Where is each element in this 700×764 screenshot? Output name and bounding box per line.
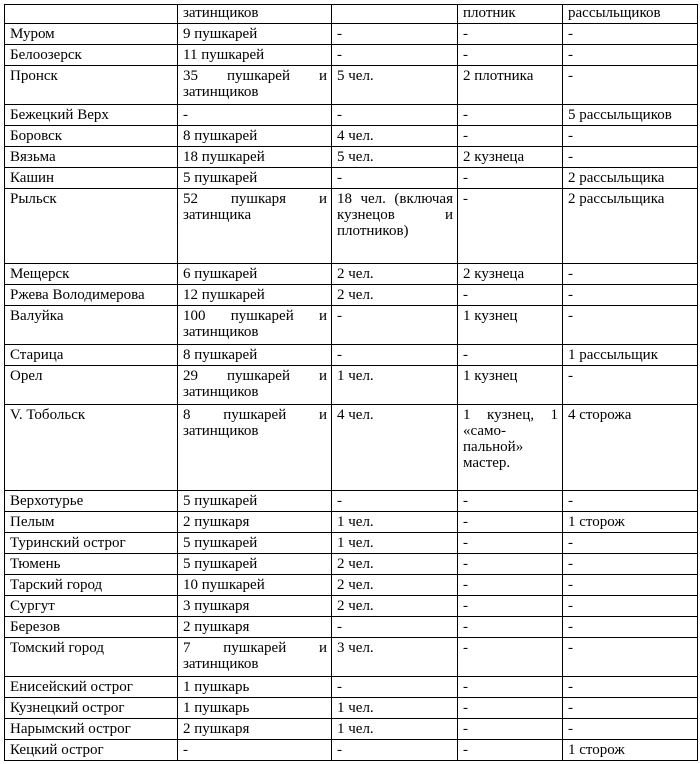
carpenters-cell: 1 кузнец xyxy=(458,306,563,345)
carpenters-cell: - xyxy=(458,168,563,189)
gunners-cell: - xyxy=(178,740,332,761)
table-row xyxy=(5,740,698,761)
city-cell: Вязьма xyxy=(5,147,178,168)
table-row xyxy=(5,264,698,285)
gunners-cell: 2 пушкаря xyxy=(178,617,332,638)
header-craftsmen-cell xyxy=(332,5,458,24)
city-cell: Нарымский острог xyxy=(5,719,178,740)
city-cell: Мещерск xyxy=(5,264,178,285)
carpenters-cell: - xyxy=(458,512,563,533)
table-row xyxy=(5,617,698,638)
gunners-cell: 6 пушкарей xyxy=(178,264,332,285)
city-cell: Енисейский острог xyxy=(5,677,178,698)
carpenters-cell: - xyxy=(458,285,563,306)
table-row xyxy=(5,533,698,554)
gunners-cell: 5 пушкарей xyxy=(178,554,332,575)
table-row xyxy=(5,698,698,719)
gunners-cell: 18 пушкарей xyxy=(178,147,332,168)
craftsmen-cell: - xyxy=(332,105,458,126)
craftsmen-cell: 2 чел. xyxy=(332,264,458,285)
gunners-cell: 1 пушкарь xyxy=(178,677,332,698)
table-row xyxy=(5,719,698,740)
gunners-cell: 5 пушкарей xyxy=(178,491,332,512)
gunners-cell: 5 пушкарей xyxy=(178,168,332,189)
city-cell: Кузнецкий острог xyxy=(5,698,178,719)
craftsmen-cell: - xyxy=(332,45,458,66)
gunners-cell: 2 пушкаря xyxy=(178,719,332,740)
craftsmen-cell: - xyxy=(332,24,458,45)
city-cell: Томский город xyxy=(5,638,178,677)
city-cell: Валуйка xyxy=(5,306,178,345)
table-row xyxy=(5,575,698,596)
city-cell: Старица xyxy=(5,345,178,366)
messengers-cell: - xyxy=(563,698,698,719)
header-city-cell xyxy=(5,5,178,24)
carpenters-cell: - xyxy=(458,126,563,147)
table-row xyxy=(5,126,698,147)
messengers-cell: - xyxy=(563,366,698,405)
carpenters-cell: 1 кузнец, 1 «само-пальной» мастер. xyxy=(458,405,563,491)
gunners-cell: 10 пушкарей xyxy=(178,575,332,596)
craftsmen-cell: - xyxy=(332,306,458,345)
gunners-cell: 29 пушкарей и затинщиков xyxy=(178,366,332,405)
messengers-cell: - xyxy=(563,638,698,677)
carpenters-cell: 1 кузнец xyxy=(458,366,563,405)
messengers-cell: 1 рассыльщик xyxy=(563,345,698,366)
header-messengers-cell: рассыльщиков xyxy=(563,5,698,24)
carpenters-cell: - xyxy=(458,45,563,66)
city-cell: V. Тобольск xyxy=(5,405,178,491)
carpenters-cell: - xyxy=(458,617,563,638)
city-cell: Пронск xyxy=(5,66,178,105)
craftsmen-cell: 1 чел. xyxy=(332,533,458,554)
craftsmen-cell: 2 чел. xyxy=(332,554,458,575)
table-row xyxy=(5,366,698,405)
table-row xyxy=(5,285,698,306)
garrison-table xyxy=(4,4,698,761)
carpenters-cell: - xyxy=(458,554,563,575)
carpenters-cell: - xyxy=(458,677,563,698)
table-row xyxy=(5,105,698,126)
city-cell: Тюмень xyxy=(5,554,178,575)
carpenters-cell: - xyxy=(458,596,563,617)
carpenters-cell: - xyxy=(458,533,563,554)
carpenters-cell: 2 плотника xyxy=(458,66,563,105)
gunners-cell: 9 пушкарей xyxy=(178,24,332,45)
table-row xyxy=(5,491,698,512)
carpenters-cell: - xyxy=(458,698,563,719)
city-cell: Верхотурье xyxy=(5,491,178,512)
table-row xyxy=(5,405,698,491)
messengers-cell: 1 сторож xyxy=(563,512,698,533)
messengers-cell: - xyxy=(563,719,698,740)
messengers-cell: - xyxy=(563,264,698,285)
messengers-cell: - xyxy=(563,554,698,575)
messengers-cell: 1 сторож xyxy=(563,740,698,761)
table-row xyxy=(5,512,698,533)
craftsmen-cell: 2 чел. xyxy=(332,285,458,306)
carpenters-cell: - xyxy=(458,575,563,596)
city-cell: Рыльск xyxy=(5,189,178,264)
craftsmen-cell: 1 чел. xyxy=(332,366,458,405)
carpenters-cell: - xyxy=(458,491,563,512)
craftsmen-cell: 5 чел. xyxy=(332,147,458,168)
table-row xyxy=(5,168,698,189)
gunners-cell: 3 пушкаря xyxy=(178,596,332,617)
messengers-cell: - xyxy=(563,677,698,698)
gunners-cell: 8 пушкарей xyxy=(178,345,332,366)
carpenters-cell: 2 кузнеца xyxy=(458,264,563,285)
table-header-row xyxy=(5,5,698,24)
carpenters-cell: - xyxy=(458,719,563,740)
city-cell: Туринский острог xyxy=(5,533,178,554)
table-row xyxy=(5,189,698,264)
gunners-cell: 8 пушкарей xyxy=(178,126,332,147)
gunners-cell: 11 пушкарей xyxy=(178,45,332,66)
table-row xyxy=(5,596,698,617)
table-row xyxy=(5,24,698,45)
craftsmen-cell: - xyxy=(332,617,458,638)
craftsmen-cell: - xyxy=(332,168,458,189)
craftsmen-cell: 1 чел. xyxy=(332,719,458,740)
messengers-cell: - xyxy=(563,575,698,596)
carpenters-cell: 2 кузнеца xyxy=(458,147,563,168)
table-row xyxy=(5,306,698,345)
gunners-cell: 12 пушкарей xyxy=(178,285,332,306)
city-cell: Белоозерск xyxy=(5,45,178,66)
carpenters-cell: - xyxy=(458,105,563,126)
messengers-cell: - xyxy=(563,617,698,638)
header-carpenters-cell: плотник xyxy=(458,5,563,24)
messengers-cell: 2 рассыльщика xyxy=(563,189,698,264)
table-row xyxy=(5,554,698,575)
messengers-cell: - xyxy=(563,491,698,512)
gunners-cell: 35 пушкарей и затинщиков xyxy=(178,66,332,105)
table-row xyxy=(5,677,698,698)
city-cell: Бежецкий Верх xyxy=(5,105,178,126)
craftsmen-cell: 4 чел. xyxy=(332,405,458,491)
craftsmen-cell: 5 чел. xyxy=(332,66,458,105)
header-gunners-cell: затинщиков xyxy=(178,5,332,24)
messengers-cell: - xyxy=(563,45,698,66)
craftsmen-cell: 1 чел. xyxy=(332,698,458,719)
craftsmen-cell: - xyxy=(332,491,458,512)
messengers-cell: - xyxy=(563,306,698,345)
city-cell: Кецкий острог xyxy=(5,740,178,761)
city-cell: Березов xyxy=(5,617,178,638)
carpenters-cell: - xyxy=(458,24,563,45)
messengers-cell: - xyxy=(563,147,698,168)
messengers-cell: - xyxy=(563,126,698,147)
table-row xyxy=(5,45,698,66)
messengers-cell: - xyxy=(563,533,698,554)
table-row xyxy=(5,66,698,105)
city-cell: Боровск xyxy=(5,126,178,147)
messengers-cell: - xyxy=(563,285,698,306)
gunners-cell: 5 пушкарей xyxy=(178,533,332,554)
city-cell: Тарский город xyxy=(5,575,178,596)
city-cell: Сургут xyxy=(5,596,178,617)
craftsmen-cell: 18 чел. (включая кузнецов и плотников) xyxy=(332,189,458,264)
city-cell: Муром xyxy=(5,24,178,45)
craftsmen-cell: - xyxy=(332,345,458,366)
craftsmen-cell: 4 чел. xyxy=(332,126,458,147)
gunners-cell: 8 пушкарей и затинщиков xyxy=(178,405,332,491)
messengers-cell: 5 рассыльщиков xyxy=(563,105,698,126)
table-row xyxy=(5,345,698,366)
gunners-cell: - xyxy=(178,105,332,126)
gunners-cell: 7 пушкарей и затинщиков xyxy=(178,638,332,677)
city-cell: Пелым xyxy=(5,512,178,533)
city-cell: Ржева Володимерова xyxy=(5,285,178,306)
gunners-cell: 1 пушкарь xyxy=(178,698,332,719)
messengers-cell: - xyxy=(563,596,698,617)
craftsmen-cell: - xyxy=(332,677,458,698)
carpenters-cell: - xyxy=(458,345,563,366)
city-cell: Орел xyxy=(5,366,178,405)
table-row xyxy=(5,147,698,168)
craftsmen-cell: - xyxy=(332,740,458,761)
messengers-cell: 4 сторожа xyxy=(563,405,698,491)
carpenters-cell: - xyxy=(458,638,563,677)
craftsmen-cell: 2 чел. xyxy=(332,575,458,596)
messengers-cell: - xyxy=(563,24,698,45)
gunners-cell: 2 пушкаря xyxy=(178,512,332,533)
craftsmen-cell: 3 чел. xyxy=(332,638,458,677)
craftsmen-cell: 1 чел. xyxy=(332,512,458,533)
gunners-cell: 100 пушкарей и затинщиков xyxy=(178,306,332,345)
city-cell: Кашин xyxy=(5,168,178,189)
carpenters-cell: - xyxy=(458,189,563,264)
craftsmen-cell: 2 чел. xyxy=(332,596,458,617)
messengers-cell: - xyxy=(563,66,698,105)
carpenters-cell: - xyxy=(458,740,563,761)
messengers-cell: 2 рассыльщика xyxy=(563,168,698,189)
gunners-cell: 52 пушкаря и затинщика xyxy=(178,189,332,264)
table-row xyxy=(5,638,698,677)
